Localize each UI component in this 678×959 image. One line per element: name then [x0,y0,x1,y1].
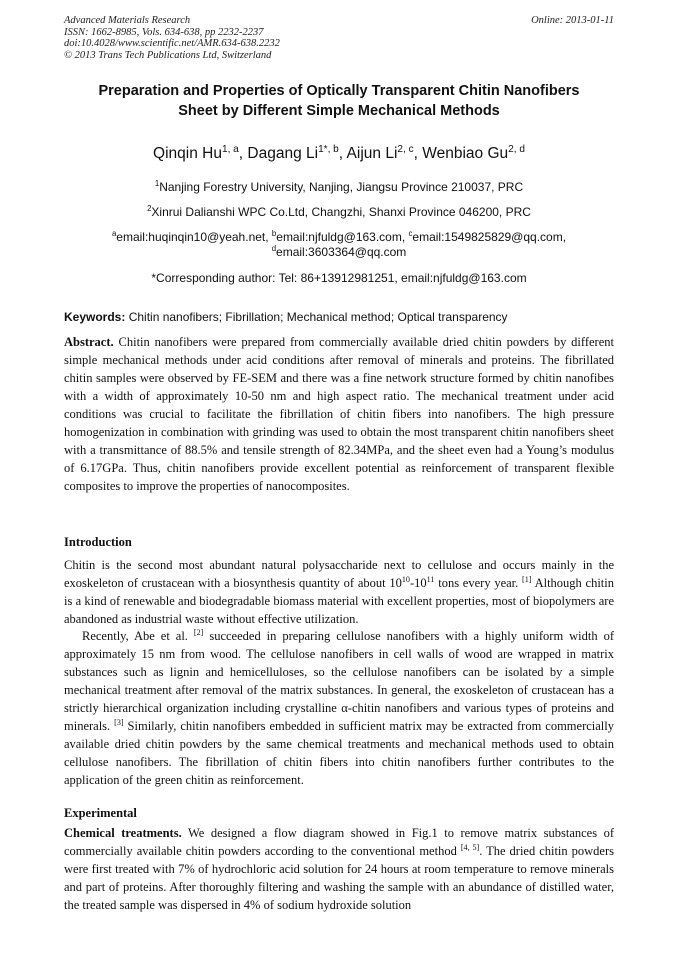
doi-line: doi:10.4028/www.scientific.net/AMR.634-638.2232 [64,38,280,49]
subsection-label: Chemical treatments. [64,826,182,840]
author-list [64,144,614,164]
citation: [2] [193,627,204,637]
email-b: email:njfuldg@163.com, [276,230,409,244]
author-name: Dagang Li [247,145,319,162]
author-name: Aijun Li [346,145,398,162]
email-line-1: $^a$email:huqinqin10@yeah.net, $^b$email:njfuldg@163.com, $^c$email:1549825829@qq.com, [111,229,567,244]
experimental-paragraph: Chemical treatments. We designed a flow diagram showed in Fig.1 to remove matrix substances of commercially available chitin powders according to the conventional method [4, 5]. The dried chitin powders were first treated with 7% of hydrochloric acid solution for 24 hours at room temperature to remove minerals and part of proteins. After thoroughly filtering and washing the sample with an abundance of distilled water, the treated sample was dispersed in 4% of sodium hydroxide solution [64,826,615,912]
email-c: email:1549825829@qq.com, [412,230,567,244]
email-list [64,230,614,260]
author-name: Qinqin Hu [153,145,222,162]
citation: [4, 5] [460,842,480,852]
author-affil-sup: 1*, b [318,143,339,155]
experimental-heading: Experimental [64,806,137,820]
introduction-heading: Introduction [64,535,132,549]
email-a: email:huqinqin10@yeah.net, [116,230,272,244]
affiliation-2 [64,205,614,220]
citation: [1] [522,574,532,584]
affiliation-text: Nanjing Forestry University, Nanjing, Jiangsu Province 210037, PRC [159,180,524,194]
author-affil-sup: 2, d [508,143,525,155]
abstract-text: Chitin nanofibers were prepared from commercially available dried chitin powders by different simple mechanical methods under acid conditions after removal of minerals and proteins. The fibrillated chitin samples were observed by FE-SEM and there was a fine network structure formed by chitin nanofibes with a width of approximately 10-50 nm and high aspect ratio. The mechanical treatment under acid conditions was crucial to facilitate the fibrillation of chitin fibers into nanofibers. The high pressure homogenization in combination with grinding was used to obtain the most transparent chitin nanofibers sheet with a transmittance of 88.5% and tensile strength of 82.34MPa, and the sheet even had a Young’s modulus of 6.17GPa. Thus, chitin nanofibers provide excellent potential as reinforcement of transparent flexible composites to improve the properties of nanocomposites. [64,335,614,493]
copyright-line: © 2013 Trans Tech Publications Ltd, Switzerland [64,49,272,61]
affiliation-text: Xinrui Dalianshi WPC Co.Ltd, Changzhi, Shanxi Province 046200, PRC [151,205,531,219]
author-affil-sup: 1, a [221,143,239,155]
title-line-1: Preparation and Properties of Optically Transparent Chitin Nanofibers [98,83,580,99]
affiliation-sup: 1 [154,179,160,188]
keywords-text: Chitin nanofibers; Fibrillation; Mechanical method; Optical transparency [125,310,508,324]
online-date: Online: 2013-01-11 [531,15,614,26]
affiliation-1 [64,180,614,195]
title-line-2: Sheet by Different Simple Mechanical Methods [178,103,500,119]
keywords-label: Keywords: [64,310,126,324]
citation: [3] [114,717,124,727]
journal-name: Advanced Materials Research [64,15,191,26]
issn-line: ISSN: 1662-8985, Vols. 634-638, pp 2232-2237 [64,26,264,38]
journal-info [64,15,280,61]
keywords [64,310,614,325]
email-d: email:3603364@qq.com [276,245,407,259]
author-separator: , [238,145,248,162]
affiliation-sup: 2 [147,204,152,213]
abstract-label: Abstract. [64,335,114,349]
paper-title [64,81,614,121]
author-affil-sup: 2, c [397,143,414,155]
author-separator: , [413,145,423,162]
abstract [64,333,614,495]
corresponding-author: *Corresponding author: Tel: 86+13912981251, email:njfuldg@163.com [151,271,527,285]
email-line-2: $^d$email:3603364@qq.com [271,244,407,259]
intro-paragraph-1: Chitin is the second most abundant natural polysaccharide next to cellulose and occurs mainly in the exoskeleton of crustacean with a biosynthesis quantity of about $10^{10}-10^{11}$ tons every year. [1] Although chitin is a kind of renewable and biodegradable biomass material with excellent properties, most of biopolymers are abandoned as industrial waste without effective utilization. [64,558,615,626]
author-name: Wenbiao Gu [422,145,509,162]
intro-paragraph-2: Recently, Abe et al. [2] succeeded in preparing cellulose nanofibers with a highly uniform width of approximately 15 nm from wood. The cellulose nanofibers in cell walls of wood are wrapped in matrix substances such as lignin and hemicelluloses, so the cellulose nanofibers can be isolated by a simple mechanical treatment after removal of the matrix substances. In general, the exoskeleton of crustacean has a strictly hierarchical organization including crystalline α-chitin nanofibers and various types of proteins and minerals. [3] Similarly, chitin nanofibers embedded in sufficient matrix may be extracted from commercially available dried chitin powders by the same chemical treatments and mechanical methods used to obtain cellulose nanofibers. The fibrillation of chitin fibers into chitin nanofibers further contributes to the application of the green chitin as reinforcement. [64,627,614,787]
author-separator: , [338,145,347,162]
